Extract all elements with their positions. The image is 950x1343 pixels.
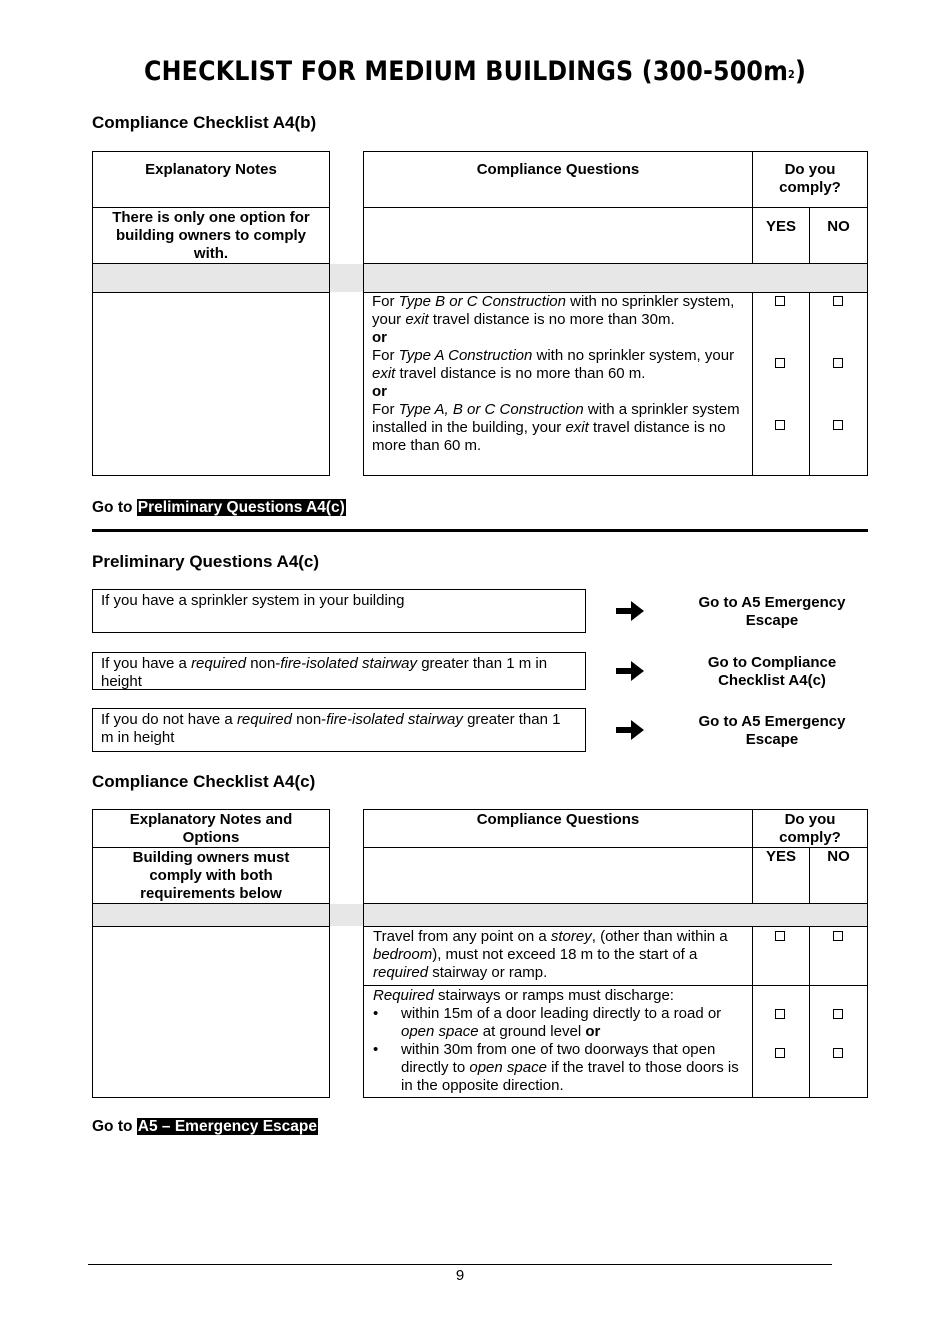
- link-a5-emergency-escape[interactable]: A5 – Emergency Escape: [137, 1118, 317, 1135]
- list-item: • within 15m of a door leading directly to a road or open space at ground level or: [373, 1005, 748, 1041]
- header-no: NO: [827, 218, 850, 235]
- requirement-travel-distance: Travel from any point on a storey, (other than within a bedroom), must not exceed 18 m to the start of a required stairway or ramp.: [373, 928, 728, 981]
- prelim-question-stairway: If you have a required non-fire-isolated stairway greater than 1 m in height: [92, 652, 586, 690]
- header-no: NO: [827, 848, 850, 865]
- footer-rule: [88, 1264, 832, 1265]
- link-preliminary-questions[interactable]: Preliminary Questions A4(c): [137, 499, 345, 516]
- explanatory-notes-table-a4b: [92, 151, 330, 476]
- header-explanatory-notes-options: Explanatory Notes and Options: [129, 811, 293, 846]
- compliance-questions-a4b: [372, 293, 744, 455]
- checkbox-r2b-yes[interactable]: [775, 1048, 785, 1058]
- prelim-question-sprinkler: If you have a sprinkler system in your building: [92, 589, 586, 633]
- page-title: CHECKLIST FOR MEDIUM BUILDINGS $(300-500m^2)$: [143, 56, 807, 87]
- header-yes: YES: [765, 848, 796, 865]
- checkbox-r2b-no[interactable]: [833, 1048, 843, 1058]
- header-do-you-comply: Do you comply?: [779, 161, 841, 196]
- checkbox-q2-no[interactable]: [833, 358, 843, 368]
- or-label: or: [372, 329, 387, 346]
- checkbox-q3-yes[interactable]: [775, 420, 785, 430]
- checkbox-q3-no[interactable]: [833, 420, 843, 430]
- checkbox-q1-yes[interactable]: [775, 296, 785, 306]
- requirement-discharge: Required stairways or ramps must discharge: • within 15m of a door leading directly to a road or open space at ground level or • within 30m from one of two doorways that open directly to open space if the travel to those doors is in the opposite direction.: [373, 987, 748, 1095]
- header-compliance-questions: Compliance Questions: [476, 161, 640, 178]
- question-sprinkler: For Type A, B or C Construction with a sprinkler system installed in the building, your exit travel distance is no more than 60 m.: [372, 401, 740, 454]
- prelim-dest-a4c[interactable]: Go to Compliance Checklist A4(c): [707, 654, 837, 689]
- goto-a5: Go to A5 – Emergency Escape: [92, 1118, 317, 1135]
- question-type-a: For Type A Construction with no sprinkler system, your exit travel distance is no more than 60 m.: [372, 347, 735, 382]
- checkbox-r1-no[interactable]: [833, 931, 843, 941]
- goto-preliminary: Go to Preliminary Questions A4(c): [92, 499, 345, 516]
- checkbox-q2-yes[interactable]: [775, 358, 785, 368]
- section-heading-a4b: Compliance Checklist A4(b): [92, 113, 317, 132]
- arrow-right-icon: [614, 598, 646, 624]
- arrow-right-icon: [614, 717, 646, 743]
- section-heading-preliminary: Preliminary Questions A4(c): [92, 552, 320, 571]
- explanatory-note: Building owners must comply with both requirements below: [132, 849, 290, 902]
- arrow-right-icon: [614, 658, 646, 684]
- header-compliance-questions: Compliance Questions: [476, 811, 640, 828]
- header-explanatory-notes: Explanatory Notes: [145, 161, 277, 178]
- prelim-dest-a5-1[interactable]: Go to A5 Emergency Escape: [698, 594, 846, 629]
- checkbox-r2a-yes[interactable]: [775, 1009, 785, 1019]
- prelim-dest-a5-2[interactable]: Go to A5 Emergency Escape: [698, 713, 846, 748]
- header-do-you-comply: Do you comply?: [779, 811, 841, 846]
- prelim-question-no-stairway: If you do not have a required non-fire-isolated stairway greater than 1 m in height: [92, 708, 586, 752]
- explanatory-note: There is only one option for building owners to comply with.: [112, 209, 310, 262]
- checkbox-q1-no[interactable]: [833, 296, 843, 306]
- checkbox-r1-yes[interactable]: [775, 931, 785, 941]
- section-divider: [92, 529, 868, 532]
- section-heading-a4c: Compliance Checklist A4(c): [92, 772, 316, 791]
- or-label: or: [372, 383, 387, 400]
- question-type-b-c: For Type B or C Construction with no sprinkler system, your exit travel distance is no more than 30m.: [372, 293, 735, 328]
- header-yes: YES: [765, 218, 796, 235]
- list-item: • within 30m from one of two doorways that open directly to open space if the travel to those doors is in the opposite direction.: [373, 1041, 748, 1095]
- page-number: 9: [455, 1267, 465, 1284]
- checkbox-r2a-no[interactable]: [833, 1009, 843, 1019]
